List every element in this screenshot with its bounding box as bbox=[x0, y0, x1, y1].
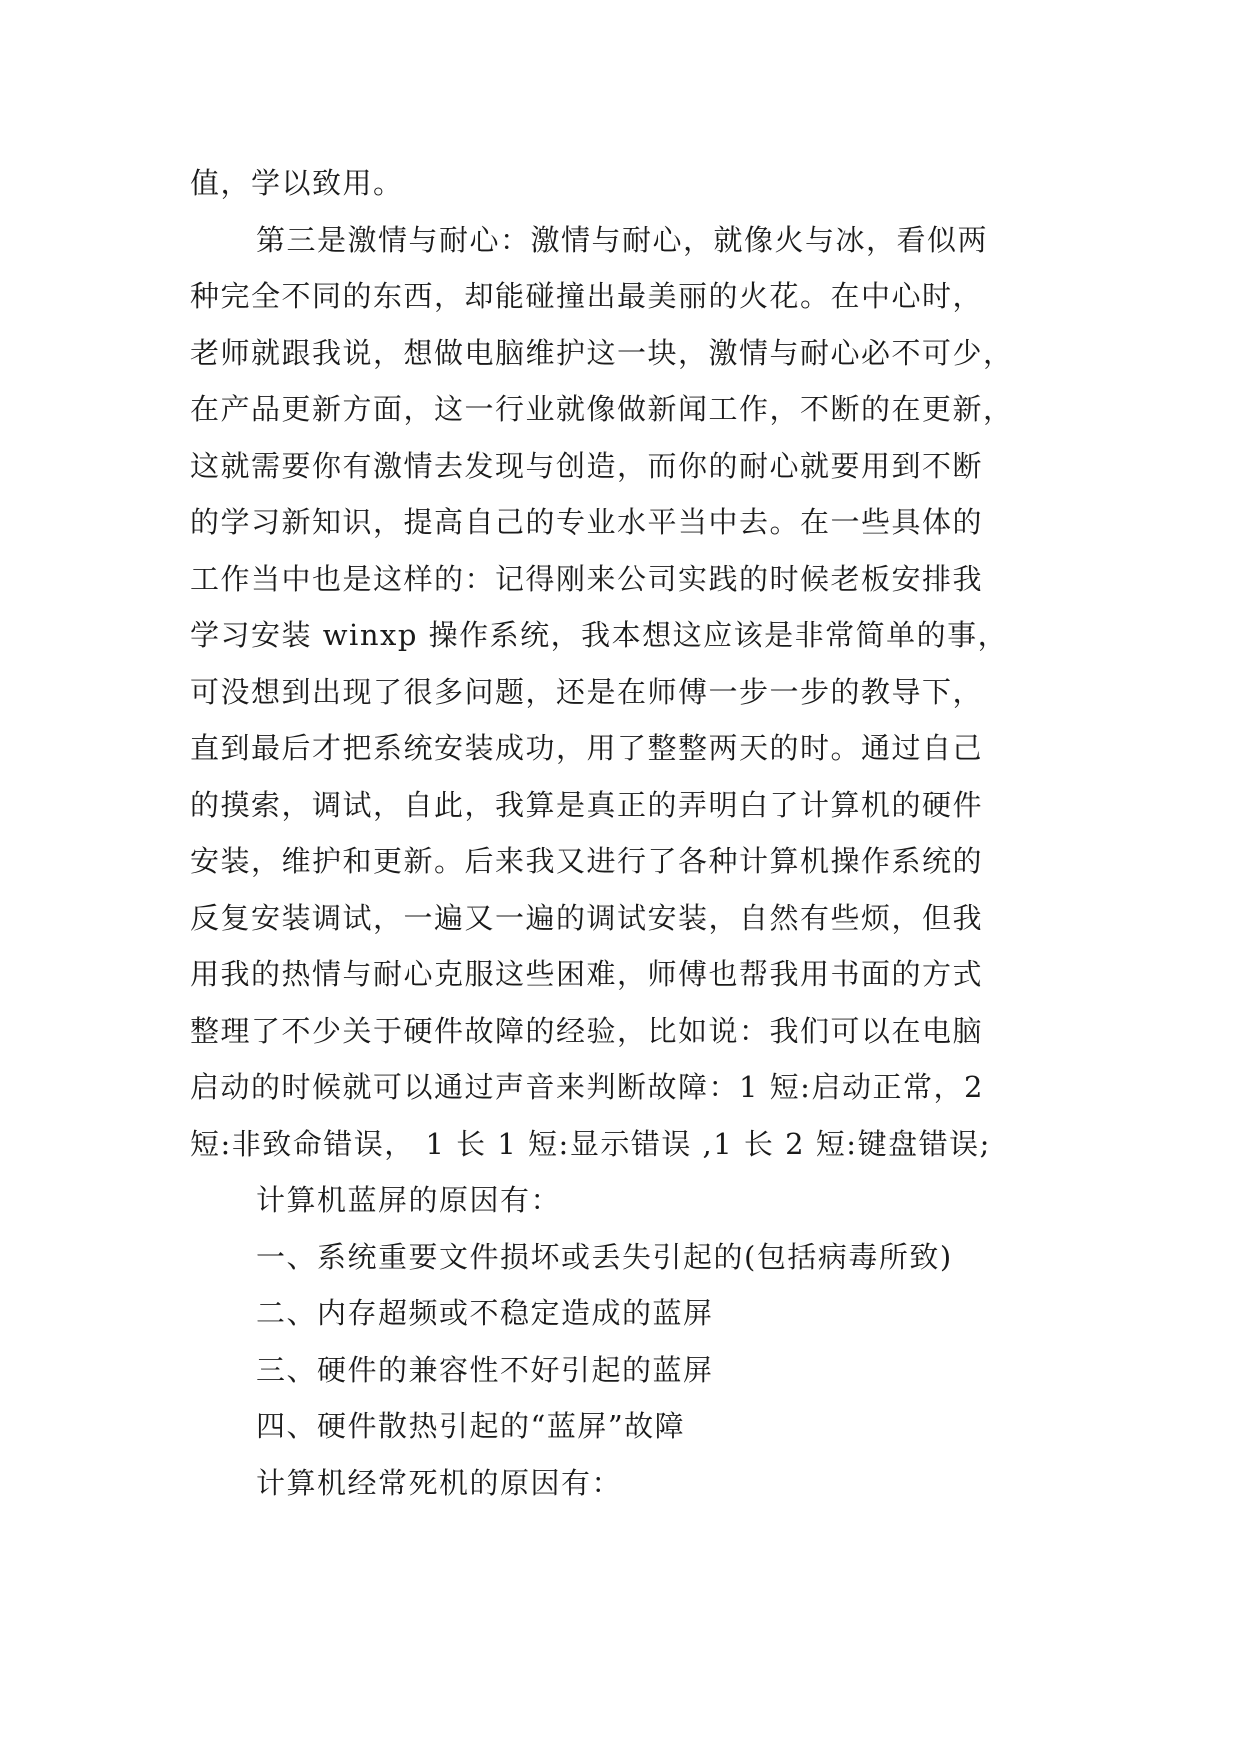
list-item: 二、内存超频或不稳定造成的蓝屏 bbox=[256, 1296, 714, 1330]
text-line: 种完全不同的东西，却能碰撞出最美丽的火花。在中心时， bbox=[190, 279, 984, 313]
text-line: 可没想到出现了很多问题，还是在师傅一步一步的教导下， bbox=[190, 674, 984, 709]
text-line: 的摸索，调试，自此，我算是真正的弄明白了计算机的硬件 bbox=[190, 787, 984, 822]
text-line: 短:非致命错误， 1 长 1 短:显示错误 ,1 长 2 短:键盘错误; bbox=[190, 1126, 991, 1161]
text-line: 安装，维护和更新。后来我又进行了各种计算机操作系统的 bbox=[190, 844, 984, 878]
text-line: 用我的热情与耐心克服这些困难，师傅也帮我用书面的方式 bbox=[190, 957, 984, 991]
text-line: 学习安装 winxp 操作系统，我本想这应该是非常简单的事， bbox=[190, 618, 1009, 652]
section-heading-bluescreen-causes: 计算机蓝屏的原因有： bbox=[256, 1183, 562, 1217]
list-item: 三、硬件的兼容性不好引起的蓝屏 bbox=[256, 1352, 714, 1387]
text-line: 反复安装调试，一遍又一遍的调试安装，自然有些烦，但我 bbox=[190, 900, 984, 935]
list-item: 四、硬件散热引起的“蓝屏”故障 bbox=[256, 1409, 686, 1443]
list-item: 一、系统重要文件损坏或丢失引起的(包括病毒所致) bbox=[256, 1239, 953, 1274]
text-line: 整理了不少关于硬件故障的经验，比如说：我们可以在电脑 bbox=[190, 1013, 984, 1048]
section-heading-freeze-causes: 计算机经常死机的原因有： bbox=[256, 1465, 623, 1500]
text-line: 直到最后才把系统安装成功，用了整整两天的时。通过自己 bbox=[190, 731, 984, 765]
text-line: 在产品更新方面，这一行业就像做新闻工作，不断的在更新， bbox=[190, 392, 1014, 426]
text-line: 第三是激情与耐心：激情与耐心，就像火与冰，看似两 bbox=[256, 222, 989, 257]
text-line: 启动的时候就可以通过声音来判断故障：1 短:启动正常，2 bbox=[190, 1070, 984, 1104]
text-line: 工作当中也是这样的：记得刚来公司实践的时候老板安排我 bbox=[190, 561, 984, 596]
document-body bbox=[190, 155, 1070, 1511]
text-line: 的学习新知识，提高自己的专业水平当中去。在一些具体的 bbox=[190, 505, 984, 539]
text-line: 这就需要你有激情去发现与创造，而你的耐心就要用到不断 bbox=[190, 448, 984, 483]
text-line: 值，学以致用。 bbox=[190, 166, 404, 200]
text-line: 老师就跟我说，想做电脑维护这一块，激情与耐心必不可少， bbox=[190, 335, 1014, 370]
